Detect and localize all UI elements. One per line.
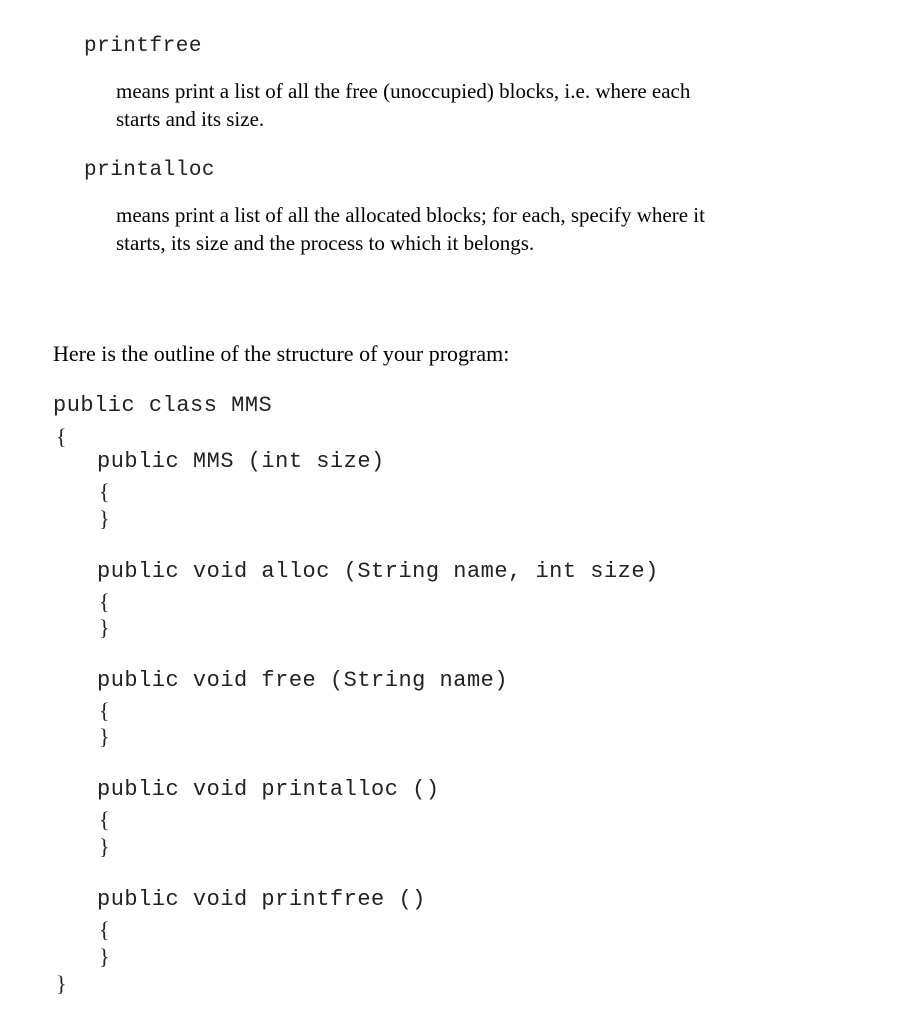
- class-close-brace: }: [56, 971, 67, 996]
- class-declaration: public class MMS: [53, 393, 273, 418]
- command-description-printalloc-line2: starts, its size and the process to which it belongs.: [116, 231, 535, 255]
- command-description-printfree-line1: means print a list of all the free (unoccupied) blocks, i.e. where each: [116, 79, 691, 103]
- intro-text: Here is the outline of the structure of your program:: [53, 341, 510, 366]
- class-open-brace: {: [56, 424, 67, 449]
- method-close-brace: }: [99, 834, 110, 859]
- method-signature-constructor: public MMS (int size): [97, 449, 385, 474]
- command-name-printalloc: printalloc: [84, 159, 216, 182]
- method-close-brace: }: [99, 506, 110, 531]
- method-close-brace: }: [99, 615, 110, 640]
- command-description-printfree-line2: starts and its size.: [116, 107, 265, 131]
- method-signature-free: public void free (String name): [97, 668, 509, 693]
- method-signature-alloc: public void alloc (String name, int size): [97, 559, 659, 584]
- method-close-brace: }: [99, 724, 110, 749]
- command-description-printalloc-line1: means print a list of all the allocated blocks; for each, specify where it: [116, 203, 705, 227]
- method-signature-printalloc: public void printalloc (): [97, 777, 440, 802]
- method-signature-printfree: public void printfree (): [97, 887, 426, 912]
- method-open-brace: {: [99, 807, 110, 832]
- method-close-brace: }: [99, 944, 110, 969]
- method-open-brace: {: [99, 698, 110, 723]
- method-open-brace: {: [99, 917, 110, 942]
- method-open-brace: {: [99, 479, 110, 504]
- command-name-printfree: printfree: [84, 35, 202, 58]
- method-open-brace: {: [99, 589, 110, 614]
